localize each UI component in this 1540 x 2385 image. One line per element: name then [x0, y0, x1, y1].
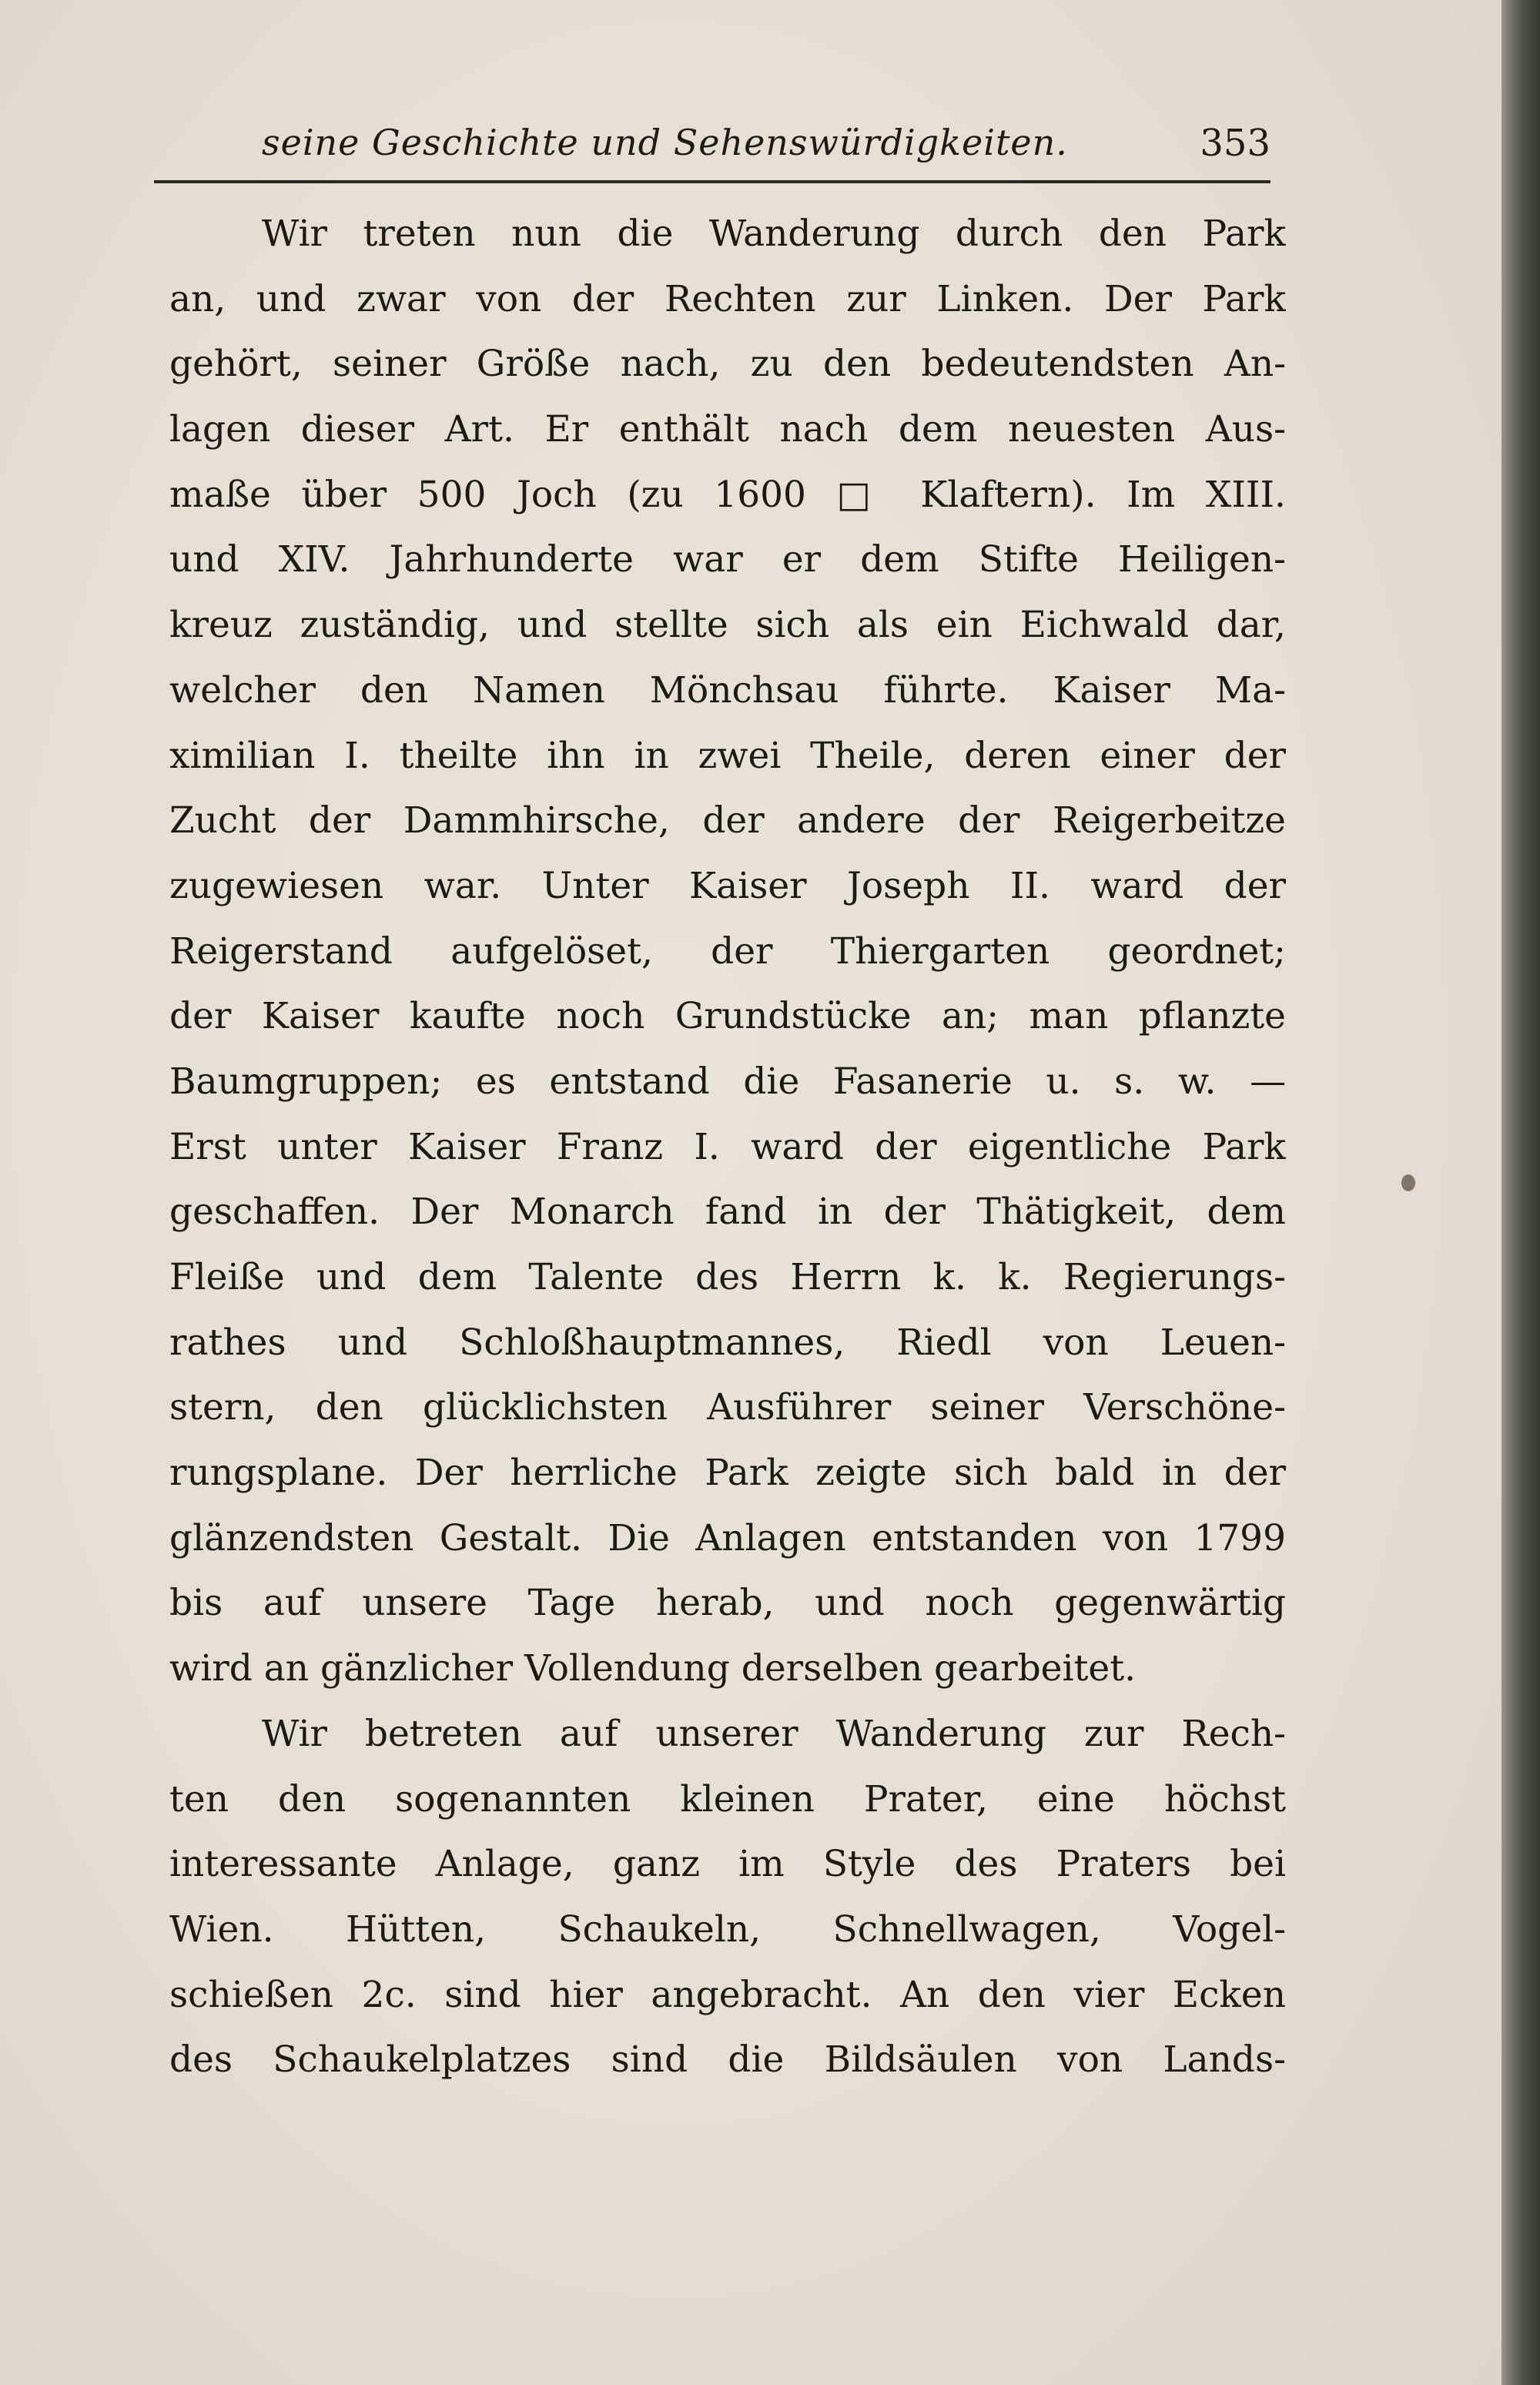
text-line: rathes und Schloßhauptmannes, Riedl von Leuen-: [169, 1321, 1286, 1364]
text-line: schießen 2c. sind hier angebracht. An den vier Ecken: [169, 1973, 1286, 2016]
text-line: geschaffen. Der Monarch fand in der Thätigkeit, dem: [169, 1191, 1286, 1234]
page-number: 353: [1200, 122, 1270, 165]
text-line: wird an gänzlicher Vollendung derselben gearbeitet.: [169, 1647, 1137, 1690]
text-line: Erst unter Kaiser Franz I. ward der eigentliche Park: [169, 1125, 1286, 1168]
text-line: welcher den Namen Mönchsau führte. Kaiser Ma-: [169, 668, 1286, 712]
text-line: interessante Anlage, ganz im Style des Praters bei: [169, 1843, 1286, 1886]
text-line: Wir betreten auf unserer Wanderung zur Rech-: [262, 1712, 1286, 1755]
text-line: Wir treten nun die Wanderung durch den Park: [262, 213, 1286, 255]
text-line: ximilian I. theilte ihn in zwei Theile, deren einer der: [169, 734, 1286, 777]
text-line: und XIV. Jahrhunderte war er dem Stifte Heiligen-: [169, 538, 1286, 581]
running-title: seine Geschichte und Sehenswürdigkeiten.: [262, 122, 1068, 163]
text-line: glänzendsten Gestalt. Die Anlagen entstanden von 1799: [169, 1516, 1286, 1559]
text-line: maße über 500 Joch (zu 1600 □ Klaftern). Im XIII.: [169, 473, 1286, 516]
body-text: [169, 202, 1286, 2093]
text-line: der Kaiser kaufte noch Grundstücke an; man pflanzte: [169, 995, 1286, 1038]
text-line: Baumgruppen; es entstand die Fasanerie u. s. w. —: [169, 1060, 1286, 1103]
text-line: an, und zwar von der Rechten zur Linken. Der Park: [169, 277, 1286, 320]
text-line: Wien. Hütten, Schaukeln, Schnellwagen, Vogel-: [169, 1908, 1286, 1951]
text-line: gehört, seiner Größe nach, zu den bedeutendsten An-: [169, 343, 1286, 386]
text-line: Fleiße und dem Talente des Herrn k. k. Regierungs-: [169, 1256, 1286, 1298]
text-line: zugewiesen war. Unter Kaiser Joseph II. ward der: [169, 864, 1286, 907]
text-line: lagen dieser Art. Er enthält nach dem neuesten Aus-: [169, 408, 1286, 451]
text-line: rungsplane. Der herrliche Park zeigte sich bald in der: [169, 1452, 1286, 1495]
text-line: kreuz zuständig, und stellte sich als ein Eichwald dar,: [169, 604, 1286, 647]
text-line: stern, den glücklichsten Ausführer seiner Verschöne-: [169, 1386, 1286, 1429]
book-cover-edge: [1502, 0, 1540, 2385]
text-line: Reigerstand aufgelöset, der Thiergarten geordnet;: [169, 930, 1286, 973]
running-header: [154, 116, 1270, 177]
header-rule: [154, 180, 1270, 183]
text-line: bis auf unsere Tage herab, und noch gegenwärtig: [169, 1582, 1286, 1625]
ink-spot: [1401, 1174, 1415, 1191]
text-line: Zucht der Dammhirsche, der andere der Reigerbeitze: [169, 799, 1286, 842]
text-line: ten den sogenannten kleinen Prater, eine höchst: [169, 1777, 1286, 1821]
text-line: des Schaukelplatzes sind die Bildsäulen von Lands-: [169, 2038, 1286, 2082]
